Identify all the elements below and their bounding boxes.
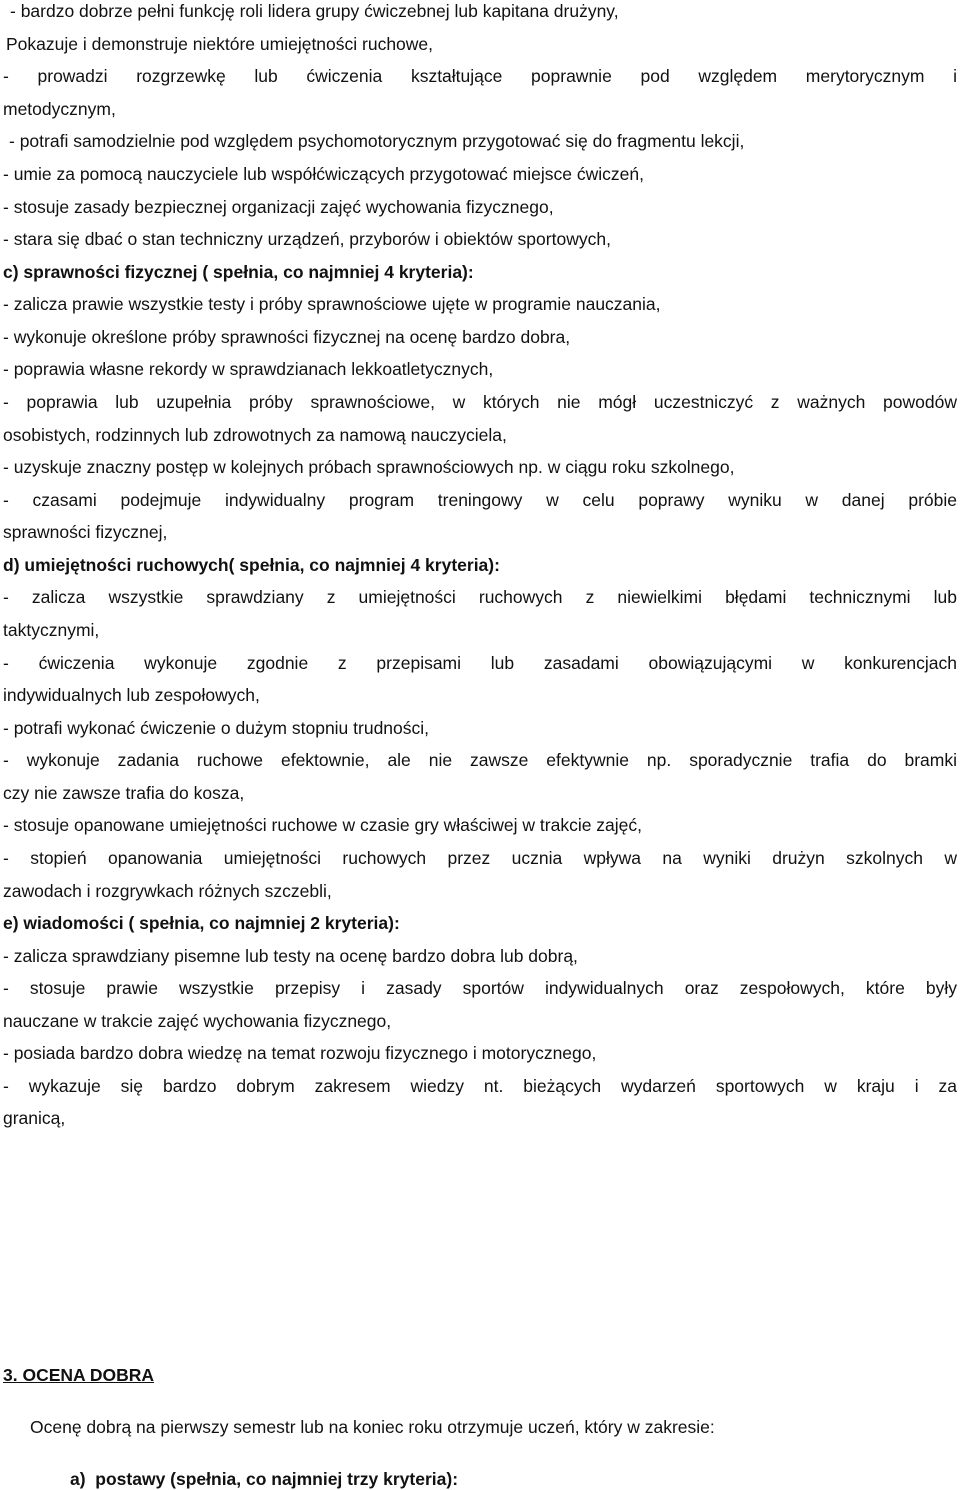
text-line: - bardzo dobrze pełni funkcję roli lidera grupy ćwiczebnej lub kapitana drużyny, — [10, 1, 619, 21]
text-line: - stopień opanowania umiejętności ruchowych przez ucznia wpływa na wyniki drużyn szkolnych w — [3, 848, 957, 868]
text-line: - wykonuje określone próby sprawności fizycznej na ocenę bardzo dobra, — [3, 327, 571, 347]
text-line: - wykonuje zadania ruchowe efektownie, ale nie zawsze efektywnie np. sporadycznie trafia do bramki — [3, 750, 957, 770]
text-line: - poprawia własne rekordy w sprawdzianach lekkoatletycznych, — [3, 359, 494, 379]
text-line: - zalicza sprawdziany pisemne lub testy na ocenę bardzo dobra lub dobrą, — [3, 946, 578, 966]
text-line: indywidualnych lub zespołowych, — [3, 685, 260, 705]
text-line: - stosuje prawie wszystkie przepisy i zasady sportów indywidualnych oraz zespołowych, które były — [3, 978, 957, 998]
text-line: taktycznymi, — [3, 620, 100, 640]
text-line: zawodach i rozgrywkach różnych szczebli, — [3, 881, 332, 901]
section-heading-c: c) sprawności fizycznej ( spełnia, co najmniej 4 kryteria): — [3, 262, 474, 282]
text-line: - zalicza wszystkie sprawdziany z umiejętności ruchowych z niewielkimi błędami technicznymi lub — [3, 587, 957, 607]
text-line: - prowadzi rozgrzewkę lub ćwiczenia kształtujące poprawnie pod względem merytorycznym i — [3, 66, 957, 86]
text-line: nauczane w trakcie zajęć wychowania fizycznego, — [3, 1011, 392, 1031]
text-line: - potrafi samodzielnie pod względem psychomotorycznym przygotować się do fragmentu lekcji, — [9, 131, 745, 151]
text-line: - stosuje opanowane umiejętności ruchowe w czasie gry właściwej w trakcie zajęć, — [3, 815, 643, 835]
text-line: sprawności fizycznej, — [3, 522, 168, 542]
section-heading-e: e) wiadomości ( spełnia, co najmniej 2 kryteria): — [3, 913, 400, 933]
text-line: Pokazuje i demonstruje niektóre umiejętności ruchowe, — [6, 34, 434, 54]
text-line: - poprawia lub uzupełnia próby sprawnościowe, w których nie mógł uczestniczyć z ważnych powodów — [3, 392, 957, 412]
section-title: 3. OCENA DOBRA — [3, 1365, 155, 1385]
text-line: osobistych, rodzinnych lub zdrowotnych za namową nauczyciela, — [3, 425, 507, 445]
text-line: - umie za pomocą nauczyciele lub współćwiczących przygotować miejsce ćwiczeń, — [3, 164, 644, 184]
text-line: granicą, — [3, 1108, 66, 1128]
text-line: - ćwiczenia wykonuje zgodnie z przepisami lub zasadami obowiązującymi w konkurencjach — [3, 653, 957, 673]
text-line: - wykazuje się bardzo dobrym zakresem wiedzy nt. bieżących wydarzeń sportowych w kraju i za — [3, 1076, 957, 1096]
text-line: - stara się dbać o stan techniczny urządzeń, przyborów i obiektów sportowych, — [3, 229, 611, 249]
section-heading-d: d) umiejętności ruchowych( spełnia, co najmniej 4 kryteria): — [3, 555, 500, 575]
text-line: - czasami podejmuje indywidualny program treningowy w celu poprawy wyniku w danej próbie — [3, 490, 957, 510]
text-line: czy nie zawsze trafia do kosza, — [3, 783, 245, 803]
section-intro: Ocenę dobrą na pierwszy semestr lub na koniec roku otrzymuje uczeń, który w zakresie: — [30, 1417, 715, 1437]
text-line: - potrafi wykonać ćwiczenie o dużym stopniu trudności, — [3, 718, 430, 738]
text-line: - zalicza prawie wszystkie testy i próby sprawnościowe ujęte w programie nauczania, — [3, 294, 661, 314]
text-line: - posiada bardzo dobra wiedzę na temat rozwoju fizycznego i motorycznego, — [3, 1043, 597, 1063]
subsection-heading: a) postawy (spełnia, co najmniej trzy kryteria): — [70, 1469, 459, 1489]
text-line: metodycznym, — [3, 99, 116, 119]
text-line: - stosuje zasady bezpiecznej organizacji zajęć wychowania fizycznego, — [3, 197, 554, 217]
text-line: - uzyskuje znaczny postęp w kolejnych próbach sprawnościowych np. w ciągu roku szkolnego, — [3, 457, 735, 477]
